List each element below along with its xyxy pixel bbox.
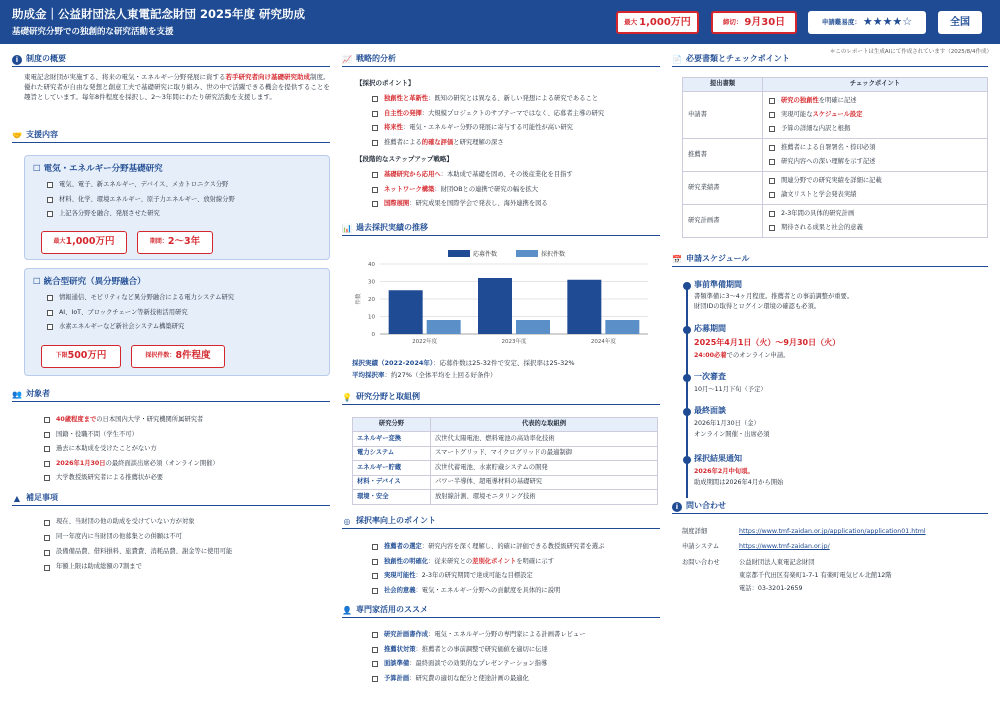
expert-list bbox=[372, 628, 586, 686]
check-item: 推薦者による自署署名・捺印必須 bbox=[763, 141, 987, 155]
table-row: エネルギー貯蔵 次世代蓄電池、水素貯蔵システムの開発 bbox=[353, 461, 658, 476]
list-item: 電気、電子、新エネルギー、デバイス、メカトロニクス分野 bbox=[47, 178, 235, 193]
x-tick-label: 2022年度 bbox=[412, 339, 438, 345]
adoption-count-tag: 採択件数： 8件程度 bbox=[131, 345, 225, 368]
list-item: 国際展開 ：研究成果を国際学会で発表し、海外連携を図る bbox=[372, 197, 573, 212]
check-item: 予算の詳細な内訳と根拠 bbox=[763, 122, 987, 136]
support-box-integrated-list bbox=[47, 291, 234, 335]
list-item: 独創性の明確化 ：従来研究との 差別化ポイント を明確に示す bbox=[372, 555, 604, 570]
document-icon: 📄 bbox=[672, 54, 682, 64]
min-grant-tag: 下限 500万円 bbox=[41, 345, 121, 368]
difficulty-badge: 申請難易度： ★★★★☆ bbox=[808, 11, 926, 34]
overview-text: 東電記念財団が実施する、将来の電気・エネルギー分野発展に資する若手研究者向け基礎研究助成制度。優れた研究者が自由な発想と創意工夫で基礎研究に取り組み、世の中で活躍できる機会を提供することを趣旨としています。毎年8件程度を採択し、2〜3年間にわたり研究活動を支援します。 bbox=[24, 73, 330, 102]
check-item: 論文リストと学会発表実績 bbox=[763, 188, 987, 202]
support-box-basic bbox=[24, 155, 330, 260]
bar-chart-icon: 📊 bbox=[342, 223, 352, 233]
y-tick-label: 30 bbox=[368, 279, 375, 286]
list-item: 推薦状対策 ：推薦者との事前調整で研究価値を適切に伝達 bbox=[372, 643, 586, 658]
improve-list bbox=[372, 540, 604, 598]
info-icon: i bbox=[12, 55, 22, 65]
warning-icon: ▲ bbox=[13, 493, 21, 503]
check-item: 2-3年間の具体的研究計画 bbox=[763, 207, 987, 221]
list-item: 年額上限は助成総額の7割まで bbox=[44, 560, 232, 575]
support-box-basic-title: ☐ 電気・エネルギー分野基礎研究 bbox=[33, 164, 163, 174]
bar-applications bbox=[478, 278, 512, 334]
person-icon: 👤 bbox=[342, 605, 352, 615]
detail-link[interactable]: https://www.tmf-zaidan.or.jp/application/application01.html bbox=[739, 528, 926, 535]
history-summary-b: 平均採択率：約27%（全体平均を上回る好条件） bbox=[352, 371, 497, 379]
bar-adoptions bbox=[516, 320, 550, 334]
target-heading: 👥 対象者 bbox=[12, 388, 330, 402]
contact-heading: i 問い合わせ bbox=[672, 500, 988, 514]
list-item: 水素エネルギーなど新社会システム構築研究 bbox=[47, 320, 234, 335]
max-amount-badge: 最大 1,000万円 bbox=[616, 11, 699, 34]
max-grant-tag: 最大 1,000万円 bbox=[41, 231, 127, 254]
extra-heading: ▲ 補足事項 bbox=[12, 492, 330, 506]
info-icon: i bbox=[672, 502, 682, 512]
table-row: 推薦書 推薦者による自署署名・捺印必須 研究内容への深い理解を示す記述 bbox=[683, 139, 988, 172]
strategy-points2 bbox=[372, 168, 573, 212]
list-item: 材料、化学、環境エネルギー、原子力エネルギー、放射線分野 bbox=[47, 193, 235, 208]
strategy-heading: 📈 戦略的分析 bbox=[342, 53, 660, 67]
fields-heading: 💡 研究分野と取組例 bbox=[342, 391, 660, 405]
table-header-row: 提出書類 チェックポイント bbox=[683, 78, 988, 92]
y-tick-label: 10 bbox=[368, 314, 375, 321]
period-tag: 期間： 2〜3年 bbox=[137, 231, 213, 254]
support-box-integrated bbox=[24, 268, 330, 376]
list-item: 自主性の発揮 ：大規模プロジェクトのサブテーマではなく、応募者主導の研究 bbox=[372, 107, 604, 122]
page-title: 助成金｜公益財団法人東電記念財団 2025年度 研究助成 bbox=[12, 7, 306, 21]
legend-label: 採択件数 bbox=[541, 251, 566, 258]
x-tick-label: 2024年度 bbox=[590, 339, 616, 345]
support-box-basic-list bbox=[47, 178, 235, 222]
check-item: 実現可能な スケジュール設定 bbox=[763, 108, 987, 122]
strategy-sub1: 【採択のポイント】 bbox=[356, 79, 415, 87]
region-badge: 全国 bbox=[938, 11, 982, 34]
legend-swatch bbox=[448, 250, 470, 257]
improve-heading: ◎ 採択率向上のポイント bbox=[342, 515, 660, 529]
header-bar bbox=[0, 0, 1000, 44]
list-item: 40歳程度まで の日本国内大学・研究機関所属研究者 bbox=[44, 413, 219, 428]
check-item: 研究の独創性 を明確に記述 bbox=[763, 94, 987, 108]
table-row: 研究計画書 2-3年間の具体的研究計画 期待される成果と社会的意義 bbox=[683, 205, 988, 238]
overview-heading: i 制度の概要 bbox=[12, 53, 330, 67]
table-row: 環境・安全 放射線計測、環境モニタリング技術 bbox=[353, 490, 658, 505]
calendar-icon: 📅 bbox=[672, 254, 682, 264]
ai-note: ＊このレポートは生成AIにて作成されています（2025/8/4作成） bbox=[829, 49, 992, 55]
list-item: 同一年度内に当財団の他募集との併願は不可 bbox=[44, 530, 232, 545]
list-item: 情報通信、モビリティなど異分野融合による電力システム研究 bbox=[47, 291, 234, 306]
history-summary-a: 採択実績（2022-2024年）：応募件数は25-32件で安定、採択率は25-32% bbox=[352, 359, 575, 367]
support-heading: 🤝 支援内容 bbox=[12, 129, 330, 143]
check-item: 関連分野での研究実績を詳細に記載 bbox=[763, 174, 987, 188]
list-item: 推薦者の選定 ：研究内容を深く理解し、的確に評価できる教授級研究者を選ぶ bbox=[372, 540, 604, 555]
table-row: 研究業績書 関連分野での研究実績を詳細に記載 論文リストと学会発表実績 bbox=[683, 172, 988, 205]
list-item: 独創性と革新性 ：既知の研究とは異なる、新しい発想による研究であること bbox=[372, 92, 604, 107]
chart-icon: 📈 bbox=[342, 54, 352, 64]
bar-adoptions bbox=[605, 320, 639, 334]
docs-table bbox=[682, 77, 988, 238]
bulb-icon: 💡 bbox=[342, 392, 352, 402]
y-tick-label: 40 bbox=[368, 262, 375, 268]
support-box-integrated-title: ☐ 統合型研究（異分野融合） bbox=[33, 277, 146, 287]
y-tick-label: 0 bbox=[371, 332, 375, 338]
docs-heading: 📄 必要書類とチェックポイント bbox=[672, 53, 988, 67]
list-item: 上記各分野を融合、発展させた研究 bbox=[47, 207, 235, 222]
y-tick-label: 20 bbox=[368, 297, 375, 303]
list-item: 基礎研究から応用へ ：本助成で基礎を固め、その後産業化を目指す bbox=[372, 168, 573, 183]
strategy-sub2: 【段階的なステップアップ戦略】 bbox=[356, 155, 453, 163]
legend-label: 応募件数 bbox=[473, 251, 498, 258]
schedule-heading: 📅 申請スケジュール bbox=[672, 253, 988, 267]
list-item: AI、IoT、ブロックチェーン等新技術活用研究 bbox=[47, 306, 234, 321]
extra-list bbox=[44, 515, 232, 575]
expert-heading: 👤 専門家活用のススメ bbox=[342, 604, 660, 618]
list-item: 設備備品費、借料損料、旅費費、消耗品費、謝金等に使用可能 bbox=[44, 545, 232, 560]
strategy-points1 bbox=[372, 92, 604, 150]
list-item: 研究計画書作成 ：電気・エネルギー分野の専門家による計画書レビュー bbox=[372, 628, 586, 643]
list-item: 予算計画 ：研究費の適切な配分と使途計画の最適化 bbox=[372, 672, 586, 687]
list-item: 過去に本助成を受けたことがない方 bbox=[44, 442, 219, 457]
fields-table bbox=[352, 417, 658, 505]
target-list bbox=[44, 413, 219, 486]
list-item: 国籍・役職不問（学生不可） bbox=[44, 428, 219, 443]
list-item: 社会的意義 ：電気・エネルギー分野への貢献度を具体的に説明 bbox=[372, 584, 604, 599]
users-icon: 👥 bbox=[12, 389, 22, 399]
list-item: 将来性 ：電気・エネルギー分野の発展に寄与する可能性が高い研究 bbox=[372, 121, 604, 136]
target-icon: ◎ bbox=[343, 516, 351, 526]
legend-swatch bbox=[516, 250, 538, 257]
system-link[interactable]: https://www.tmf-zaidan.or.jp/ bbox=[739, 543, 830, 550]
check-item: 期待される成果と社会的意義 bbox=[763, 221, 987, 235]
table-row: エネルギー変換 次世代太陽電池、燃料電池の高効率化技術 bbox=[353, 432, 658, 447]
page-subtitle: 基礎研究分野での独創的な研究活動を支援 bbox=[12, 27, 174, 37]
table-header-row: 研究分野 代表的な取組例 bbox=[353, 418, 658, 432]
list-item: 2026年1月30日 の最終面談出席必須（オンライン開催） bbox=[44, 457, 219, 472]
bar-applications bbox=[389, 290, 423, 334]
list-item: 現在、当財団の他の助成を受けていない方が対象 bbox=[44, 515, 232, 530]
list-item: 大学教授級研究者による推薦状が必要 bbox=[44, 471, 219, 486]
list-item: 実現可能性 ：2-3年の研究期間で達成可能な目標設定 bbox=[372, 569, 604, 584]
table-row: 申請書 研究の独創性 を明確に記述 実現可能な スケジュール設定 予算の詳細な内訳と根拠 bbox=[683, 92, 988, 139]
bar-applications bbox=[567, 280, 601, 334]
list-item: 面談準備 ：最終面談での効果的なプレゼンテーション指導 bbox=[372, 657, 586, 672]
list-item: 推薦者による 的確な評価 と研究理解の深さ bbox=[372, 136, 604, 151]
table-row: 電力システム スマートグリッド、マイクログリッドの最適制御 bbox=[353, 446, 658, 461]
check-item: 研究内容への深い理解を示す記述 bbox=[763, 155, 987, 169]
bar-adoptions bbox=[427, 320, 461, 334]
y-axis-label: 件数 bbox=[356, 293, 362, 305]
history-heading: 📊 過去採択実績の推移 bbox=[342, 222, 660, 236]
list-item: ネットワーク構築 ：財団OBとの連携で研究の幅を拡大 bbox=[372, 183, 573, 198]
deadline-badge: 締切： 9月30日 bbox=[711, 11, 797, 34]
x-tick-label: 2023年度 bbox=[501, 339, 527, 345]
handshake-icon: 🤝 bbox=[12, 130, 22, 140]
history-bar-chart bbox=[352, 244, 658, 352]
table-row: 材料・デバイス パワー半導体、超電導材料の基礎研究 bbox=[353, 475, 658, 490]
